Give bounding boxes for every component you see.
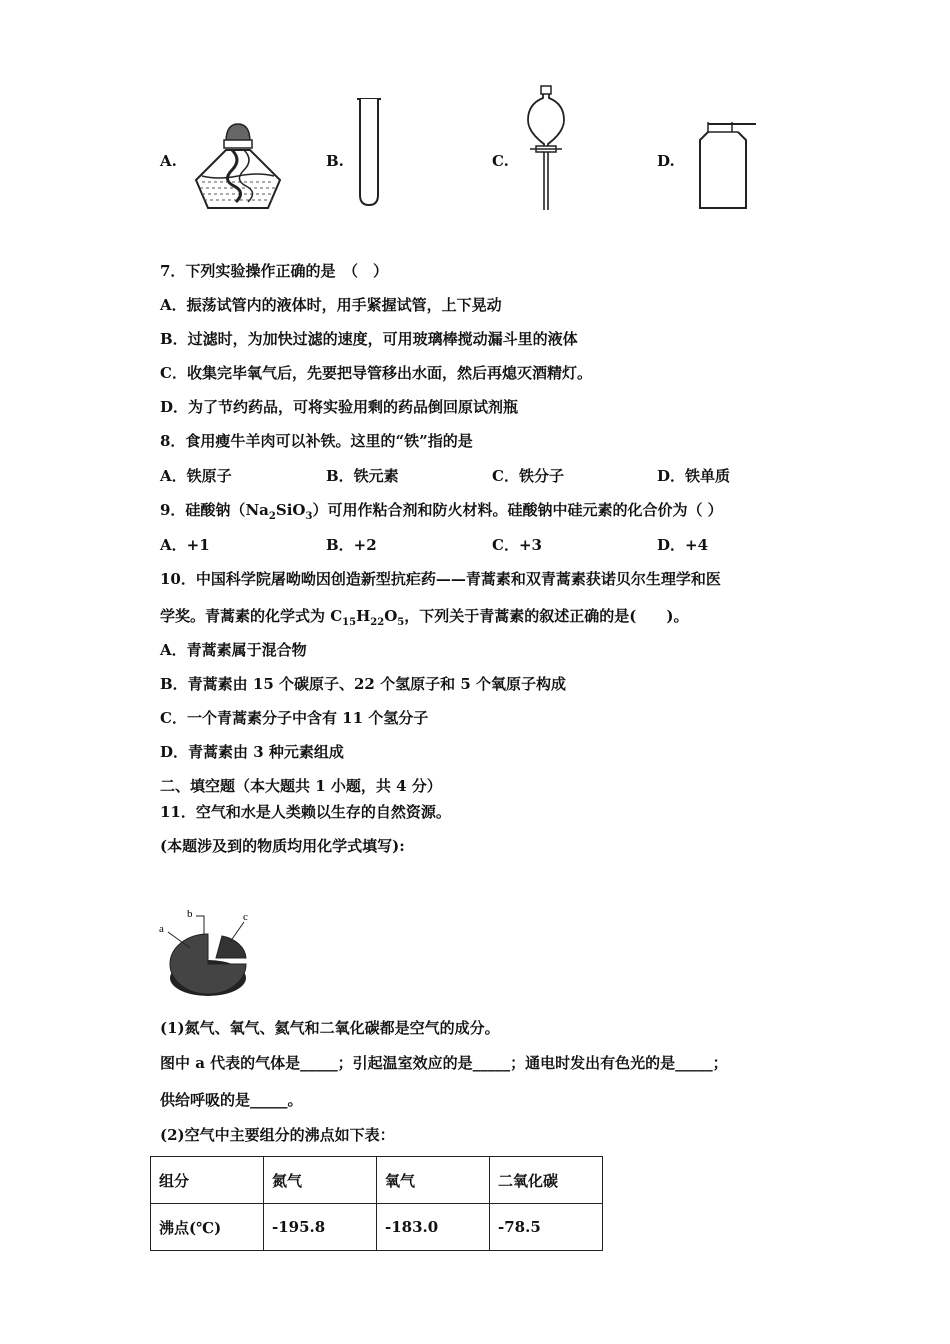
q10-stem-pre: 学奖。青蒿素的化学式为 C [160,607,343,625]
reagent-bottle-icon [694,118,760,212]
q7-stem: 7．下列实验操作正确的是 （ ） [160,262,388,280]
q11-note: (本题涉及到的物质均用化学式填写): [160,837,405,855]
pie-label-a: a [159,923,164,935]
formula-o-sub: 3 [305,511,313,522]
q8-stem: 8．食用瘦牛羊肉可以补铁。这里的“铁”指的是 [160,432,473,450]
formula-na: Na [245,501,269,519]
table-cell: -183.0 [377,1204,490,1251]
q10-option-d: D．青蒿素由 3 种元素组成 [160,743,344,761]
h-sub: 22 [370,617,385,628]
table-header-cell: 组分 [151,1157,264,1204]
q7-option-c: C．收集完毕氧气后，先要把导管移出水面，然后再熄灭酒精灯。 [160,364,592,382]
q8-option-c: C．铁分子 [492,467,564,485]
q10-option-b: B．青蒿素由 15 个碳原子、22 个氢原子和 5 个氧原子构成 [160,675,566,693]
table-cell: -78.5 [490,1204,603,1251]
part2-title: (2)空气中主要组分的沸点如下表： [160,1126,395,1144]
formula-h: H [356,607,371,625]
part1-title: (1)氮气、氧气、氦气和二氧化碳都是空气的成分。 [160,1019,500,1037]
section-heading: 二、填空题（本大题共 1 小题，共 4 分） [160,777,442,795]
pie-label-b: b [187,908,193,920]
o-sub: 5 [397,617,405,628]
q10-stem-line2 [160,606,688,633]
q6-option-c-label: C. [492,152,509,170]
table-cell: -195.8 [264,1204,377,1251]
q6-option-b-label: B. [326,152,344,170]
separatory-funnel-icon [524,84,568,212]
q7-option-d: D．为了节约药品，可将实验用剩的药品倒回原试剂瓶 [160,398,519,416]
formula-na-sub: 2 [268,511,276,522]
boiling-point-table [150,1156,603,1251]
q7-option-b: B．过滤时，为加快过滤的速度，可用玻璃棒搅动漏斗里的液体 [160,330,578,348]
q8-option-b: B．铁元素 [326,467,399,485]
formula-sio: SiO [275,501,306,519]
table-header-cell: 氧气 [377,1157,490,1204]
q9-option-a: A．+1 [160,536,210,554]
q10-option-c: C．一个青蒿素分子中含有 11 个氢分子 [160,709,429,727]
q10-stem-post: ，下列关于青蒿素的叙述正确的是( )。 [404,607,689,625]
q11-stem: 11．空气和水是人类赖以生存的自然资源。 [160,803,451,821]
c-sub: 15 [342,617,357,628]
table-row [151,1204,603,1251]
test-tube-icon [355,97,383,209]
table-header-row [151,1157,603,1204]
q9-option-c: C．+3 [492,536,542,554]
table-cell: 沸点(℃) [151,1204,264,1251]
q8-option-d: D．铁单质 [657,467,731,485]
table-header-cell: 二氧化碳 [490,1157,603,1204]
q9-stem [160,500,723,527]
q9-stem-post: ）可用作粘合剂和防火材料。硅酸钠中硅元素的化合价为（ ） [312,501,723,519]
q10-stem-line1: 10．中国科学院屠呦呦因创造新型抗疟药——青蒿素和双青蒿素获诺贝尔生理学和医 [160,570,721,588]
q6-option-a-label: A. [160,152,177,170]
q9-option-b: B．+2 [326,536,377,554]
q8-option-a: A．铁原子 [160,467,232,485]
table-header-cell: 氮气 [264,1157,377,1204]
pie-label-c: c [243,911,248,923]
q10-option-a: A．青蒿素属于混合物 [160,641,307,659]
q9-stem-pre: 9．硅酸钠（ [160,501,246,519]
air-composition-pie-figure [156,904,256,1000]
part1-line1: 图中 a 代表的气体是_____；引起温室效应的是_____；通电时发出有色光的是_____； [160,1054,728,1072]
q7-option-a: A．振荡试管内的液体时，用手紧握试管，上下晃动 [160,296,502,314]
alcohol-lamp-icon [188,120,284,215]
q6-option-d-label: D. [657,152,675,170]
part1-line2: 供给呼吸的是_____。 [160,1091,303,1109]
formula-o: O [384,607,398,625]
q9-option-d: D．+4 [657,536,709,554]
